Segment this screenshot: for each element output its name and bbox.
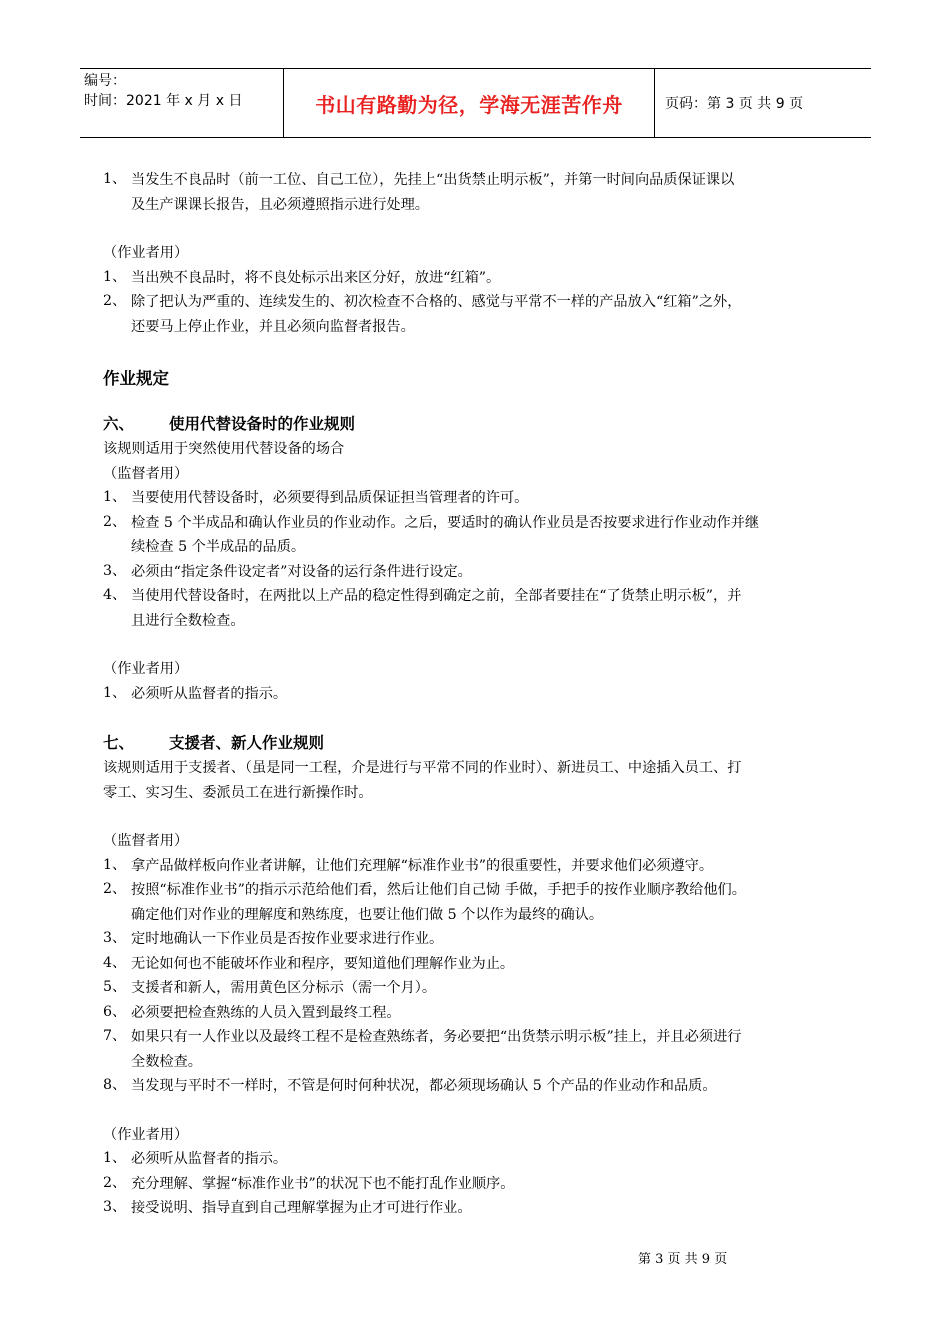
list-item-number: 1、 <box>103 684 127 701</box>
list-item-line: 当要使用代替设备时，必须要得到品质保证担当管理者的许可。 <box>131 490 529 506</box>
list-item <box>103 168 883 217</box>
list-item-line: 当出殃不良品时，将不良处标示出来区分好，放进“红箱”。 <box>131 269 501 286</box>
section7-note2: （作业者用） <box>103 1126 189 1143</box>
list-item-line: 除了把认为严重的、连续发生的、初次检查不合格的、感觉与平常不一样的产品放入“红箱”之外， <box>131 294 742 310</box>
list-item-text <box>131 266 883 291</box>
list-item-line: 必须听从监督者的指示。 <box>131 685 288 702</box>
section7-note: （监督者用） <box>103 833 189 849</box>
list-item <box>103 1074 883 1099</box>
list-item-line: 当发现与平时不一样时，不管是何时何种状况，都必须现场确认 5 个产品的作业动作和品质。 <box>131 1078 717 1094</box>
list-item-line: 无论如何也不能破坏作业和程序，要知道他们理解作业为止。 <box>131 955 515 972</box>
section7-list2 <box>103 1147 883 1221</box>
list-item-number: 2、 <box>103 513 127 530</box>
list-item-number: 3、 <box>103 562 127 579</box>
list-item <box>103 927 883 952</box>
section6-note: （监督者用） <box>103 465 189 482</box>
list-item-number: 2、 <box>103 881 127 897</box>
section-heading: 作业规定 <box>103 369 169 388</box>
list-item <box>103 952 883 977</box>
list-item-line: 必须要把检查熟练的人员入置到最终工程。 <box>131 1004 401 1021</box>
list-item-text <box>131 584 883 633</box>
section7-desc-line: 零工、实习生、委派员工在进行新操作时。 <box>103 784 373 801</box>
list-item <box>103 1001 883 1026</box>
list-item-text <box>131 486 883 511</box>
list-item-line: 必须由“指定条件设定者”对设备的运行条件进行设定。 <box>131 563 472 580</box>
list-item-text <box>131 1001 883 1026</box>
list-item-line: 及生产课课长报告，且必须遵照指示进行处理。 <box>131 196 429 213</box>
list-item-line: 当发生不良品时（前一工位、自己工位），先挂上“出货禁止明示板”，并第一时间向品质保证课以 <box>131 172 735 188</box>
list-item-number: 2、 <box>103 293 127 309</box>
section6-list2 <box>103 682 883 707</box>
section7-title <box>103 730 883 756</box>
list-item-text <box>131 1074 883 1099</box>
list-item-text <box>131 927 883 952</box>
list-item-text <box>131 1196 883 1221</box>
section7-desc-line: 该规则适用于支援者、（虽是同一工程，介是进行与平常不同的作业时）、新进员工、中途插入员工、打 <box>103 760 742 776</box>
list-item-line: 确定他们对作业的理解度和熟练度，也要让他们做 5 个以作为最终的确认。 <box>131 906 604 923</box>
list-item-text <box>131 560 883 585</box>
header-page-cell <box>655 69 871 137</box>
list-item-number: 7、 <box>103 1028 127 1044</box>
header-motto-cell <box>284 69 655 137</box>
spacer <box>103 633 883 657</box>
block2-list <box>103 266 883 340</box>
list-item-text <box>131 290 883 339</box>
list-item-line: 续检查 5 个半成品的品质。 <box>131 539 306 555</box>
list-item-text <box>131 878 883 927</box>
list-item-number: 8、 <box>103 1077 127 1093</box>
list-item-line: 当使用代替设备时，在两批以上产品的稳定性得到确定之前，全部者要挂在“了货禁止明示板”，并 <box>131 588 742 604</box>
list-item <box>103 560 883 585</box>
list-item-number: 5、 <box>103 979 127 995</box>
list-item <box>103 682 883 707</box>
list-item-number: 4、 <box>103 587 127 603</box>
list-item-text <box>131 854 883 879</box>
section7-title-text: 支援者、新人作业规则 <box>169 734 325 752</box>
section7-list <box>103 854 883 1099</box>
list-item-number: 1、 <box>103 856 127 873</box>
list-item-line: 定时地确认一下作业员是否按作业要求进行作业。 <box>131 931 444 947</box>
section6-note2: （作业者用） <box>103 661 189 677</box>
list-item <box>103 511 883 560</box>
list-item <box>103 1147 883 1172</box>
list-item-line: 支援者和新人，需用黄色区分标示（需一个月）。 <box>131 980 437 996</box>
list-item-text <box>131 1147 883 1172</box>
spacer <box>103 805 883 829</box>
spacer <box>103 706 883 730</box>
list-item-text <box>131 511 883 560</box>
list-item-number: 4、 <box>103 954 127 971</box>
list-item <box>103 266 883 291</box>
section7-number: 七、 <box>103 734 135 752</box>
list-item-line: 必须听从监督者的指示。 <box>131 1151 288 1167</box>
header-meta <box>80 69 284 137</box>
list-item <box>103 878 883 927</box>
list-item <box>103 290 883 339</box>
list-item-line: 如果只有一人作业以及最终工程不是检查熟练者，务必要把“出货禁示明示板”挂上，并且必须进行 <box>131 1029 742 1045</box>
document-header <box>80 68 871 138</box>
list-item-text <box>131 1172 883 1197</box>
list-item-line: 充分理解、掌握“标准作业书”的状况下也不能打乱作业顺序。 <box>131 1175 515 1192</box>
motto: 书山有路勤为径，学海无涯苦作舟 <box>315 92 623 117</box>
list-item <box>103 584 883 633</box>
list-item-number: 2、 <box>103 1174 127 1191</box>
block2-note: （作业者用） <box>103 245 189 261</box>
list-item-line: 全数检查。 <box>131 1053 202 1070</box>
section6-title-text: 使用代替设备时的作业规则 <box>169 415 356 433</box>
list-item <box>103 1172 883 1197</box>
list-item-number: 6、 <box>103 1003 127 1020</box>
number-label: 编号： <box>84 73 126 89</box>
list-item-text <box>131 976 883 1001</box>
list-item-text <box>131 952 883 977</box>
list-item-line: 还要马上停止作业，并且必须向监督者报告。 <box>131 318 415 335</box>
list-item-text <box>131 1025 883 1074</box>
time-label: 时间：2021 年 x 月 x 日 <box>84 93 243 109</box>
list-item-number: 3、 <box>103 1199 127 1215</box>
page-code: 页码：第 3 页 共 9 页 <box>665 96 804 112</box>
section7-desc <box>103 756 883 805</box>
list-item-text <box>131 168 883 217</box>
list-item <box>103 976 883 1001</box>
page-footer: 第 3 页 共 9 页 <box>638 1252 728 1267</box>
list-item-line: 且进行全数检查。 <box>131 612 245 629</box>
list-item-number: 1、 <box>103 268 127 285</box>
list-item <box>103 854 883 879</box>
spacer <box>103 393 883 405</box>
list-item <box>103 486 883 511</box>
list-item-number: 1、 <box>103 1150 127 1166</box>
list-item-number: 1、 <box>103 489 127 505</box>
list-item-number: 3、 <box>103 930 127 946</box>
list-item <box>103 1025 883 1074</box>
list-item-line: 拿产品做样板向作业者讲解，让他们充理解“标准作业书”的很重要性，并要求他们必须遵守。 <box>131 857 714 874</box>
block1-list <box>103 168 883 217</box>
spacer <box>103 339 883 351</box>
section6-list <box>103 486 883 633</box>
list-item-line: 接受说明、指导直到自己理解掌握为止才可进行作业。 <box>131 1200 472 1216</box>
spacer <box>103 217 883 241</box>
list-item-line: 按照“标准作业书”的指示示范给他们看，然后让他们自己恸 手做，手把手的按作业顺序教给他们。 <box>131 882 746 898</box>
section6-number: 六、 <box>103 415 135 433</box>
list-item-text <box>131 682 883 707</box>
section6-title <box>103 411 883 437</box>
list-item <box>103 1196 883 1221</box>
spacer <box>103 1099 883 1123</box>
document-body <box>103 168 883 1221</box>
section6-desc: 该规则适用于突然使用代替设备的场合 <box>103 441 345 457</box>
list-item-number: 1、 <box>103 171 127 187</box>
list-item-line: 检查 5 个半成品和确认作业员的作业动作。之后，要适时的确认作业员是否按要求进行作业动作并继 <box>131 514 760 531</box>
